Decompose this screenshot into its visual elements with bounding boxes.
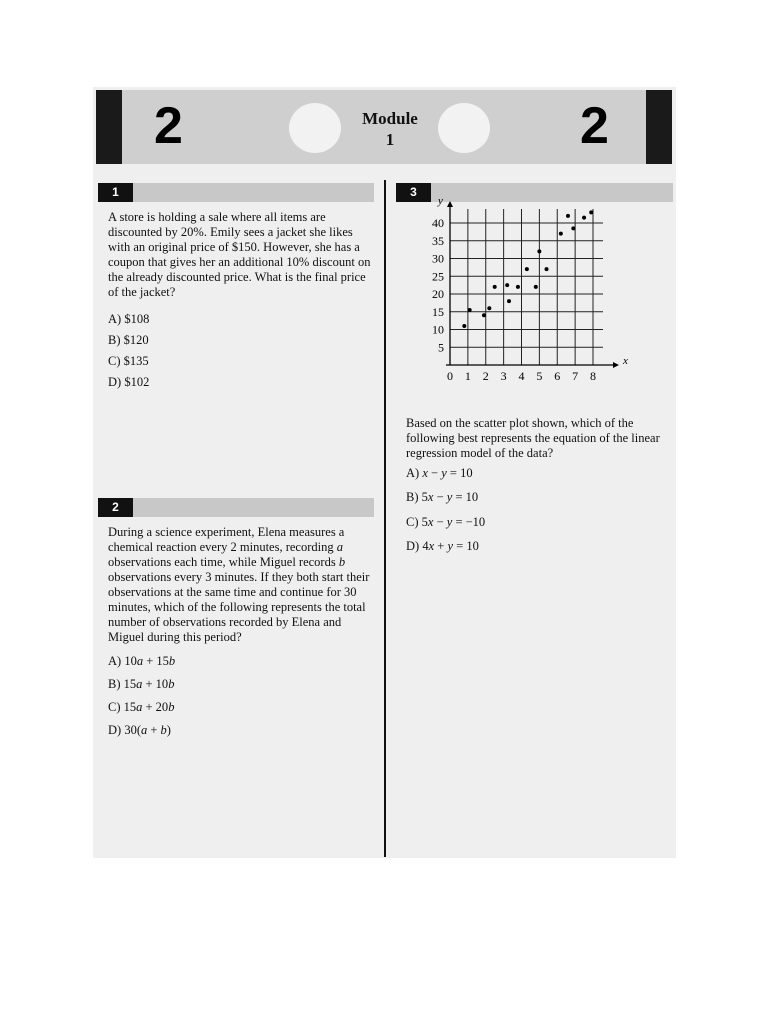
column-divider (384, 180, 386, 857)
module-title (348, 108, 432, 150)
question-1-option-c: C) $135 (108, 354, 149, 368)
question-1-option-a: A) $108 (108, 312, 150, 326)
question-2-option-c: C) 15a + 20b (108, 700, 175, 714)
x-tick-label: 8 (590, 369, 596, 383)
data-point (571, 226, 575, 230)
question-2-text: During a science experiment, Elena measures a chemical reaction every 2 minutes, recording a observations each time, while Miguel records b observations every 3 minutes. If they both start their observations at the same time and continue for 30 minutes, which of the following represents the total number of observations recorded by Elena and Miguel during this period? (108, 525, 370, 644)
y-tick-label: 40 (432, 216, 444, 230)
x-axis-arrow (613, 362, 619, 368)
x-tick-label: 2 (482, 369, 489, 383)
module-title-line1: Module (362, 109, 418, 128)
scatter-plot (426, 195, 636, 391)
worksheet-page (93, 87, 676, 858)
x-tick-label: 1 (464, 369, 471, 383)
y-tick-label: 5 (438, 340, 444, 355)
header-right-circle (438, 103, 490, 153)
y-tick-label: 10 (432, 322, 444, 337)
data-point (493, 285, 497, 289)
question-3-option-a: A) x − y = 10 (406, 466, 473, 480)
data-point (482, 313, 486, 317)
question-2-option-a: A) 10a + 15b (108, 654, 176, 668)
question-2-option-b: B) 15a + 10b (108, 677, 175, 691)
question-3-option-d: D) 4x + y = 10 (406, 539, 479, 553)
question-1-bar (98, 183, 374, 202)
module-header (96, 90, 672, 164)
data-point (505, 283, 509, 287)
y-tick-label: 30 (432, 251, 444, 266)
header-left-circle (289, 103, 341, 153)
x-tick-label: 3 (500, 369, 507, 383)
module-title-line2: 1 (385, 130, 395, 149)
question-2-number: 2 (98, 498, 133, 517)
question-2-option-d: D) 30(a + b) (108, 723, 171, 737)
data-point (516, 285, 520, 289)
header-right-bar (646, 90, 672, 164)
data-point (589, 210, 593, 214)
data-point (525, 267, 529, 271)
data-point (537, 249, 541, 253)
header-left-number: 2 (154, 97, 183, 155)
y-tick-label: 35 (432, 233, 444, 248)
data-point (487, 306, 491, 310)
data-point (545, 267, 549, 271)
x-tick-label: 5 (536, 369, 543, 383)
question-3-number: 3 (396, 183, 431, 202)
x-tick-label: 4 (518, 369, 525, 383)
question-2-bar (98, 498, 374, 517)
data-point (534, 285, 538, 289)
x-tick-label: 0 (447, 369, 453, 383)
question-3-option-c: C) 5x − y = −10 (406, 515, 486, 529)
data-point (462, 324, 466, 328)
header-left-bar (96, 90, 122, 164)
y-axis-label: y (438, 195, 443, 207)
question-1-option-d: D) $102 (108, 375, 150, 389)
question-3-text: Based on the scatter plot shown, which of the following best represents the equation of the linear regression model of the data? (406, 416, 660, 460)
question-3-option-b: B) 5x − y = 10 (406, 490, 479, 504)
x-tick-label: 7 (572, 369, 579, 383)
question-1-number: 1 (98, 183, 133, 202)
x-tick-label: 6 (554, 369, 561, 383)
data-point (468, 308, 472, 312)
data-point (559, 232, 563, 236)
data-point (507, 299, 511, 303)
data-point (582, 216, 586, 220)
question-1-option-b: B) $120 (108, 333, 149, 347)
x-axis-label: x (623, 355, 628, 367)
y-tick-label: 20 (432, 287, 444, 301)
y-tick-label: 15 (432, 304, 444, 319)
y-tick-label: 25 (432, 269, 444, 284)
data-point (566, 214, 570, 218)
question-1-text: A store is holding a sale where all items are discounted by 20%. Emily sees a jacket she likes with an original price of $150. However, she has a coupon that gives her an additional 10% discount on the already discounted price. What is the final price of the jacket? (108, 210, 371, 299)
header-right-number: 2 (580, 97, 609, 155)
